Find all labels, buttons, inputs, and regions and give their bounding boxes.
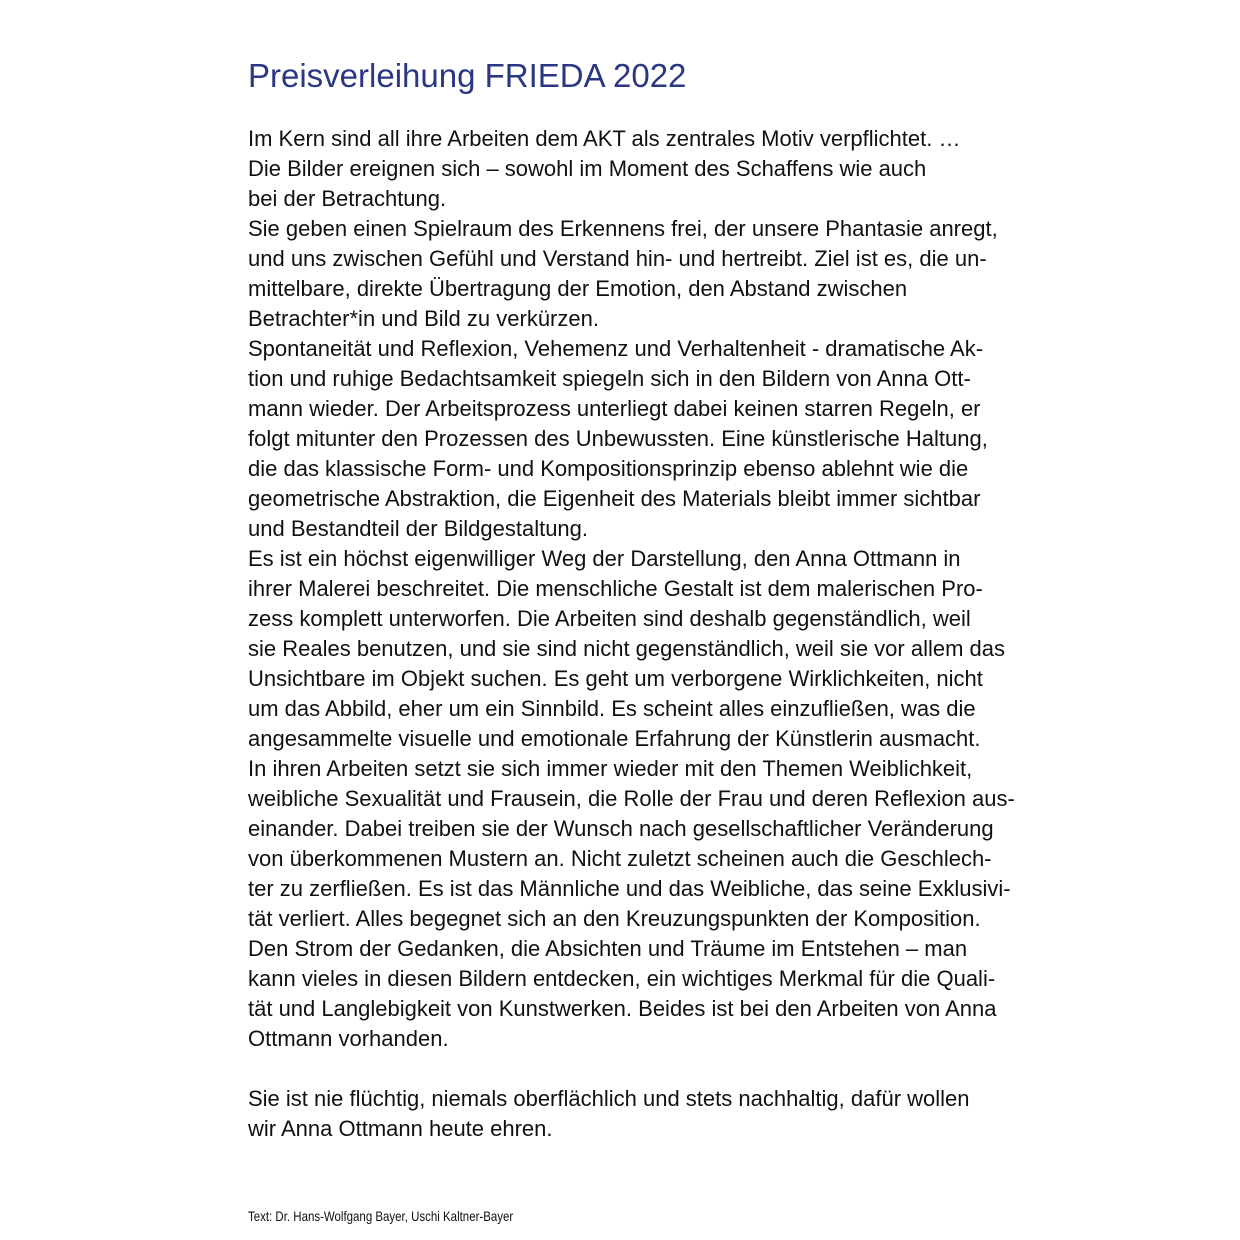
- page-title: Preisverleihung FRIEDA 2022: [248, 57, 687, 94]
- body-text: [248, 124, 1128, 1144]
- text-line: Sie geben einen Spielraum des Erkennens frei, der unsere Phantasie anregt,: [248, 216, 998, 241]
- text-line: tät und Langlebigkeit von Kunstwerken. Beides ist bei den Arbeiten von Anna: [248, 996, 997, 1021]
- text-line: bei der Betrachtung.: [248, 186, 447, 211]
- text-line: einander. Dabei treiben sie der Wunsch nach gesellschaftlicher Veränderung: [248, 816, 994, 841]
- text-line: kann vieles in diesen Bildern entdecken, ein wichtiges Merkmal für die Quali-: [248, 966, 996, 991]
- text-line: wir Anna Ottmann heute ehren.: [248, 1116, 553, 1141]
- text-line: um das Abbild, eher um ein Sinnbild. Es scheint alles einzufließen, was die: [248, 696, 976, 721]
- text-line: Den Strom der Gedanken, die Absichten und Träume im Entstehen – man: [248, 936, 968, 961]
- text-line: und Bestandteil der Bildgestaltung.: [248, 516, 589, 541]
- text-line: die das klassische Form- und Kompositionsprinzip ebenso ablehnt wie die: [248, 456, 969, 481]
- text-line: Spontaneität und Reflexion, Vehemenz und Verhaltenheit - dramatische Ak-: [248, 336, 984, 361]
- blank-line: [248, 1054, 1128, 1084]
- text-line: ter zu zerfließen. Es ist das Männliche und das Weibliche, das seine Exklusivi-: [248, 876, 1011, 901]
- text-line: weibliche Sexualität und Frausein, die Rolle der Frau und deren Reflexion aus-: [248, 786, 1015, 811]
- text-line: angesammelte visuelle und emotionale Erfahrung der Künstlerin ausmacht.: [248, 726, 981, 751]
- text-line: Die Bilder ereignen sich – sowohl im Moment des Schaffens wie auch: [248, 156, 927, 181]
- text-line: In ihren Arbeiten setzt sie sich immer wieder mit den Themen Weiblichkeit,: [248, 756, 973, 781]
- text-line: Betrachter*in und Bild zu verkürzen.: [248, 306, 599, 331]
- text-line: tät verliert. Alles begegnet sich an den Kreuzungspunkten der Komposition.: [248, 906, 981, 931]
- text-line: Sie ist nie flüchtig, niemals oberflächlich und stets nachhaltig, dafür wollen: [248, 1086, 970, 1111]
- text-line: Ottmann vorhanden.: [248, 1026, 449, 1051]
- text-line: tion und ruhige Bedachtsamkeit spiegeln sich in den Bildern von Anna Ott-: [248, 366, 971, 391]
- text-line: geometrische Abstraktion, die Eigenheit des Materials bleibt immer sichtbar: [248, 486, 981, 511]
- text-line: folgt mitunter den Prozessen des Unbewussten. Eine künstlerische Haltung,: [248, 426, 988, 451]
- text-line: und uns zwischen Gefühl und Verstand hin- und hertreibt. Ziel ist es, die un-: [248, 246, 987, 271]
- text-line: mann wieder. Der Arbeitsprozess unterliegt dabei keinen starren Regeln, er: [248, 396, 981, 421]
- text-line: zess komplett unterworfen. Die Arbeiten sind deshalb gegenständlich, weil: [248, 606, 971, 631]
- text-line: ihrer Malerei beschreitet. Die menschliche Gestalt ist dem malerischen Pro-: [248, 576, 983, 601]
- author-credit: Text: Dr. Hans-Wolfgang Bayer, Uschi Kaltner-Bayer: [248, 1208, 514, 1224]
- text-line: mittelbare, direkte Übertragung der Emotion, den Abstand zwischen: [248, 276, 908, 301]
- text-line: sie Reales benutzen, und sie sind nicht gegenständlich, weil sie vor allem das: [248, 636, 1005, 661]
- text-line: Es ist ein höchst eigenwilliger Weg der Darstellung, den Anna Ottmann in: [248, 546, 961, 571]
- text-line: von überkommenen Mustern an. Nicht zuletzt scheinen auch die Geschlech-: [248, 846, 992, 871]
- text-line: Im Kern sind all ihre Arbeiten dem AKT als zentrales Motiv verpflichtet. …: [248, 126, 961, 151]
- text-line: Unsichtbare im Objekt suchen. Es geht um verborgene Wirklichkeiten, nicht: [248, 666, 983, 691]
